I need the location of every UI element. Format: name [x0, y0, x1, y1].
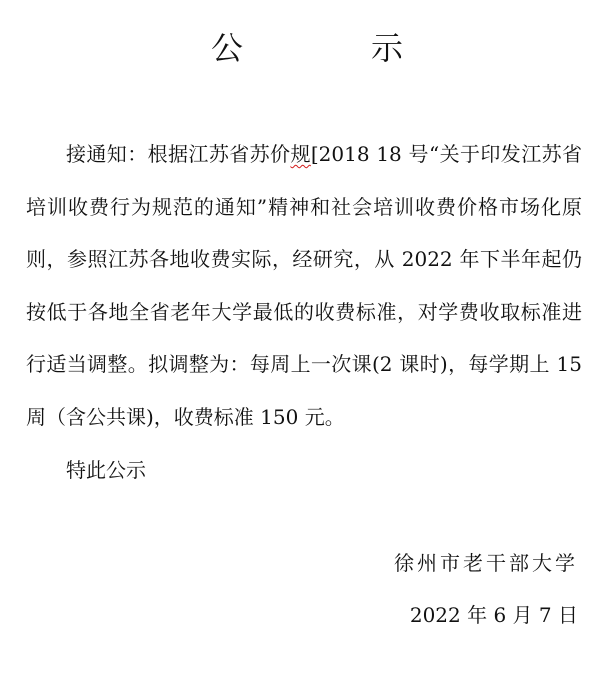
body-paragraph-2: 特此公示 — [66, 457, 146, 482]
body-paragraph-1-intro: 接通知：根据江苏省苏价 — [66, 142, 291, 166]
spellcheck-flagged-text: 规 — [290, 142, 311, 166]
body-paragraph-1 — [26, 128, 582, 444]
signature-date: 2022 年 6 月 7 日 — [409, 603, 578, 627]
page-title: 公 示 — [210, 29, 451, 67]
signature-organization: 徐州市老干部大学 — [394, 551, 578, 575]
notice-body — [26, 128, 582, 496]
body-paragraph-1-text: [2018 18 号“关于印发江苏省培训收费行为规范的通知”精神和社会培训收费价格市场化原则，参照江苏各地收费实际，经研究，从 2022 年下半年起仍按低于各地全省老年大学最低的收费标准，对学费收取标准进行适当调整。拟调整为：每周上一次课(2 课时)，每学期上 15 周（含公共课)，收费标准 150 元。 — [26, 142, 582, 429]
